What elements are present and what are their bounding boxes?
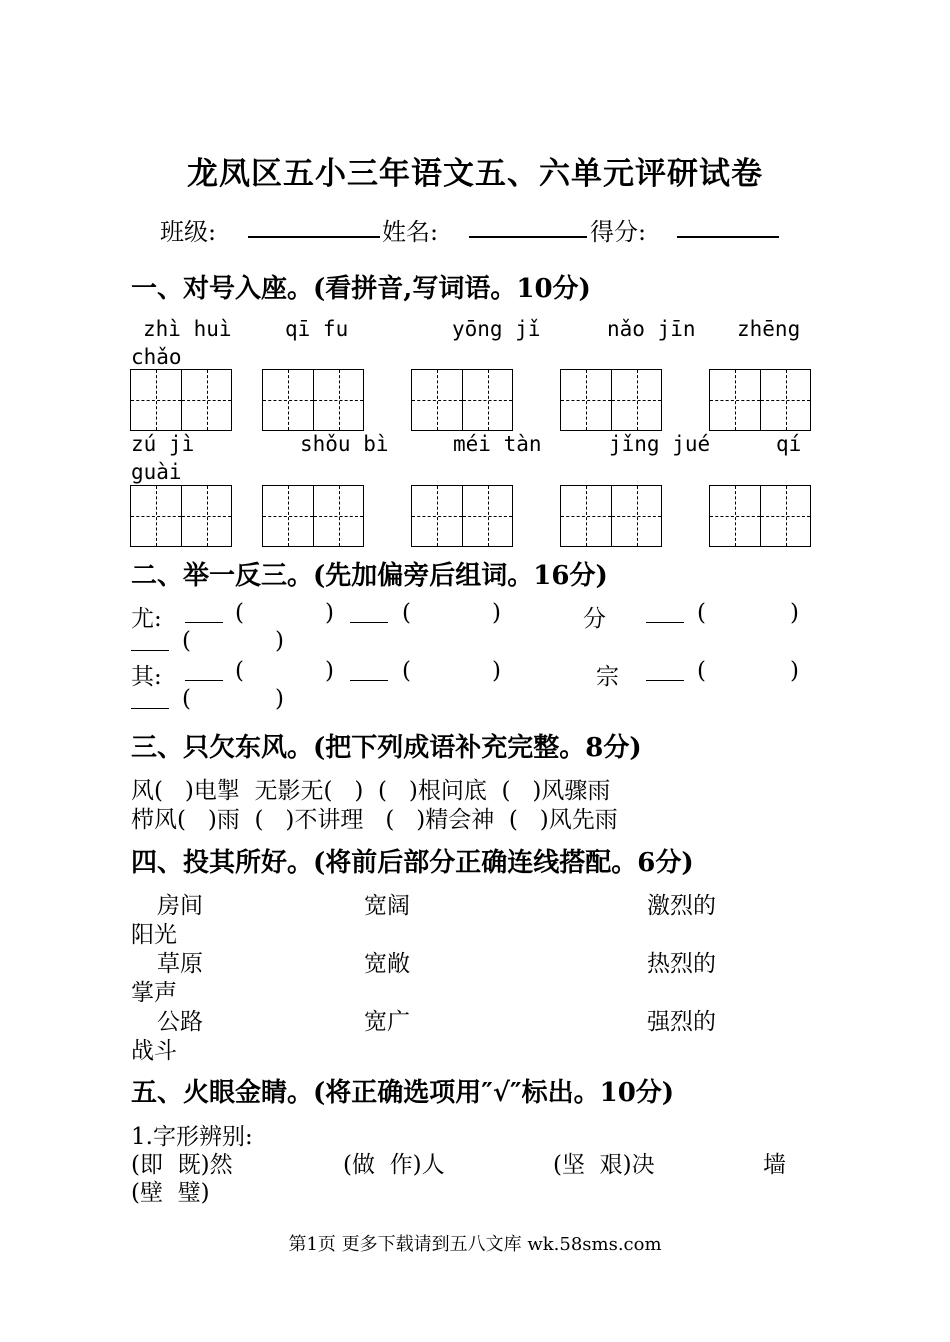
pinyin: qí [776,432,802,456]
pinyin: jǐng jué [609,432,711,456]
pinyin: zhēng [737,317,801,341]
blank-line[interactable] [185,662,223,685]
blank-line[interactable] [646,662,684,685]
paren-close: ) [325,600,334,626]
pinyin: guài [131,460,182,484]
radical-char: 其: [131,664,162,690]
blank-line[interactable] [350,604,388,627]
radical-char: 尤: [131,606,162,632]
match-item[interactable]: 战斗 [131,1038,177,1064]
page-footer: 第1页 更多下载请到五八文库 wk.58sms.com [288,1234,662,1255]
radical-char: 宗 [596,664,619,690]
pinyin: shǒu bì [300,432,389,456]
pinyin: nǎo jīn [607,317,696,341]
class-label: 班级: [160,218,217,246]
section2-heading: 二、举一反三。(先加偏旁后组词。16分) [131,561,608,591]
match-item[interactable]: 草原 [157,951,203,977]
paren-open: ( [402,658,411,684]
paren-open: ( [235,658,244,684]
writing-grid[interactable] [560,369,662,431]
choice-item[interactable]: (壁 璧) [131,1180,210,1206]
match-item[interactable]: 房间 [157,893,203,919]
match-item[interactable]: 热烈的 [647,951,716,977]
paren-open: ( [182,628,191,654]
blank-line[interactable] [646,604,684,627]
idiom-line: 风( )电掣 无影无( ) ( )根问底 ( )风骤雨 [131,778,611,804]
blank-line[interactable] [131,690,169,713]
paren-close: ) [325,658,334,684]
section5-heading: 五、火眼金睛。(将正确选项用″√″标出。10分) [131,1078,675,1108]
choice-item[interactable]: (即 既)然 [131,1152,233,1178]
score-label: 得分: [590,218,647,246]
name-label: 姓名: [382,218,439,246]
match-item[interactable]: 公路 [157,1009,203,1035]
subsection-label: 1.字形辨别: [131,1124,253,1150]
writing-grid[interactable] [709,485,811,547]
blank-line[interactable] [350,662,388,685]
score-blank[interactable] [677,214,779,238]
writing-grid[interactable] [411,369,513,431]
paren-close: ) [492,600,501,626]
writing-grid[interactable] [411,485,513,547]
pinyin: zú jì [131,432,195,456]
pinyin: yōng jǐ [452,317,541,341]
section1-heading: 一、对号入座。(看拼音,写词语。10分) [131,274,591,304]
pinyin: zhì huì [143,317,232,341]
paren-open: ( [697,600,706,626]
pinyin: chǎo [131,345,182,369]
paren-close: ) [275,686,284,712]
paren-open: ( [402,600,411,626]
paren-close: ) [492,658,501,684]
name-blank[interactable] [469,214,587,238]
choice-item[interactable]: (坚 艰)决 [553,1152,655,1178]
match-item[interactable]: 宽敞 [364,951,410,977]
paren-close: ) [790,658,799,684]
writing-grid[interactable] [560,485,662,547]
paren-open: ( [697,658,706,684]
page-title: 龙凤区五小三年语文五、六单元评研试卷 [187,156,763,192]
paren-open: ( [235,600,244,626]
radical-char: 分 [583,606,606,632]
match-item[interactable]: 宽广 [364,1009,410,1035]
paren-open: ( [182,686,191,712]
match-item[interactable]: 阳光 [131,922,177,948]
blank-line[interactable] [185,604,223,627]
pinyin: qī fu [285,317,349,341]
pinyin: méi tàn [453,432,542,456]
match-item[interactable]: 激烈的 [647,893,716,919]
writing-grid[interactable] [262,485,364,547]
paren-close: ) [275,628,284,654]
paren-close: ) [790,600,799,626]
class-blank[interactable] [248,214,380,238]
section3-heading: 三、只欠东风。(把下列成语补充完整。8分) [131,733,642,763]
writing-grid[interactable] [262,369,364,431]
choice-item[interactable]: 墙 [763,1152,786,1178]
idiom-line: 栉风( )雨 ( )不讲理 ( )精会神 ( )风先雨 [131,807,618,833]
blank-line[interactable] [131,632,169,655]
writing-grid[interactable] [130,485,232,547]
match-item[interactable]: 掌声 [131,980,177,1006]
writing-grid[interactable] [130,369,232,431]
match-item[interactable]: 宽阔 [364,893,410,919]
section4-heading: 四、投其所好。(将前后部分正确连线搭配。6分) [131,848,694,878]
choice-item[interactable]: (做 作)人 [343,1152,445,1178]
match-item[interactable]: 强烈的 [647,1009,716,1035]
writing-grid[interactable] [709,369,811,431]
